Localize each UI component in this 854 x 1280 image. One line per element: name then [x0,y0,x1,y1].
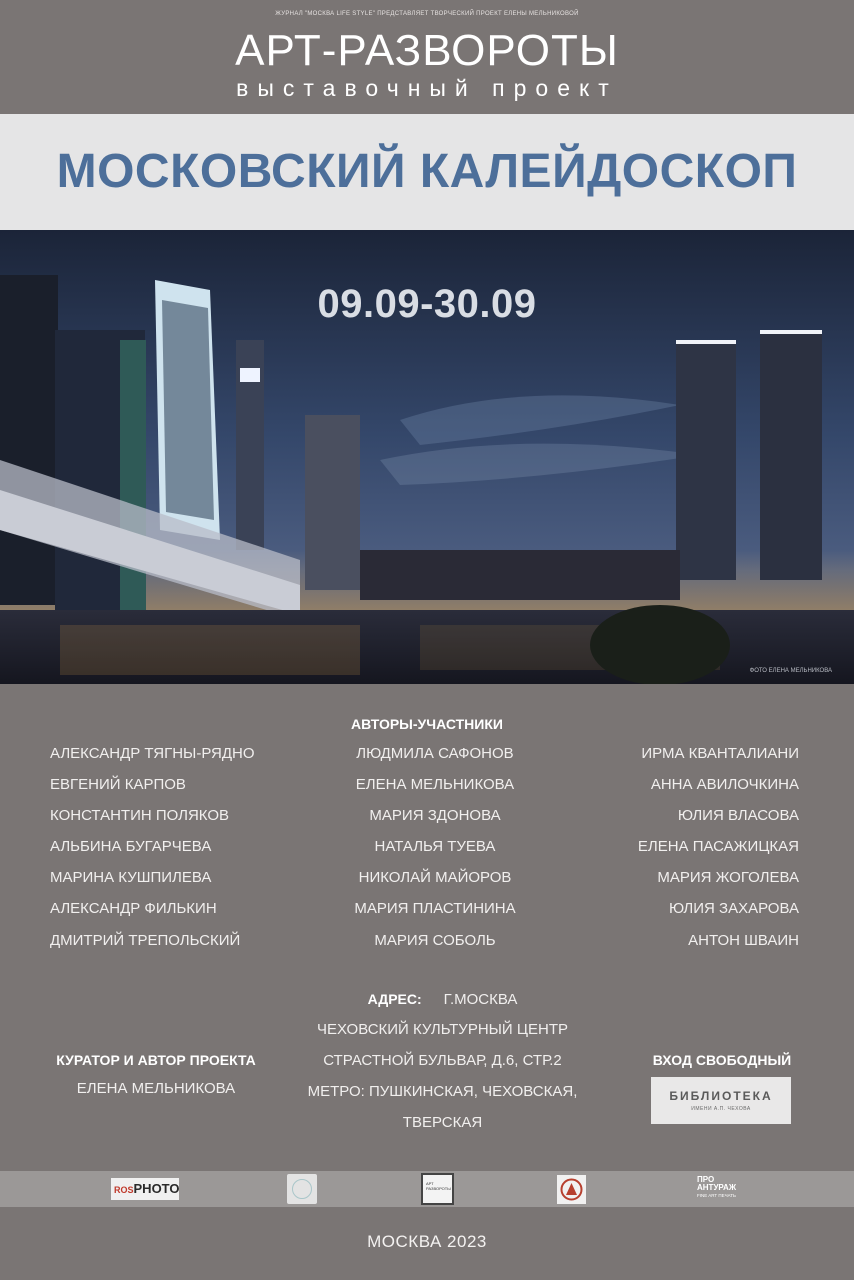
photo-credit: ФОТО ЕЛЕНА МЕЛЬНИКОВА [749,668,832,674]
authors-column-left [50,744,255,962]
address-street: СТРАСТНОЙ БУЛЬВАР, Д.6, СТР.2 [323,1052,562,1069]
library-logo [651,1077,791,1124]
tagline: ЖУРНАЛ "МОСКВА LIFE STYLE" ПРЕДСТАВЛЯЕТ ТВОРЧЕСКИЙ ПРОЕКТ ЕЛЕНЫ МЕЛЬНИКОВОЙ [275,11,579,17]
author-name: МАРИЯ ЗДОНОВА [369,807,501,825]
rosphoto-logo: ROSPHOTO [111,1178,179,1200]
authors-heading: АВТОРЫ-УЧАСТНИКИ [351,716,503,732]
author-name: ЮЛИЯ ВЛАСОВА [677,807,799,825]
author-name: АНТОН ШВАИН [688,931,799,949]
art-razvoroty-logo: АРТ РАЗВОРОТЫ [421,1173,454,1205]
curator-label: КУРАТОР И АВТОР ПРОЕКТА [56,1052,256,1068]
author-name: ЮЛИЯ ЗАХАРОВА [668,900,799,918]
author-name: МАРИЯ ЖОГОЛЕВА [657,869,799,887]
city-photo [0,230,854,684]
pro-anturazh-logo: ПРО АНТУРАЖ FINE ART ПЕЧАТЬ [697,1175,737,1198]
address-block [280,988,605,1143]
authors-column-middle [300,744,570,962]
curator-block [40,1052,272,1097]
author-name: ЕЛЕНА МЕЛЬНИКОВА [355,776,515,794]
address-city: Г.МОСКВА [443,991,518,1008]
author-name: АННА АВИЛОЧКИНА [650,776,799,794]
author-name: АЛЬБИНА БУГАРЧЕВА [50,838,212,856]
circle-partner-logo [287,1174,317,1204]
author-name: НИКОЛАЙ МАЙОРОВ [358,869,512,887]
author-name: ЕЛЕНА ПАСАЖИЦКАЯ [637,838,799,856]
museum-partner-logo [557,1175,586,1204]
header [0,0,854,114]
entry-block [622,1052,822,1068]
curator-name: ЕЛЕНА МЕЛЬНИКОВА [76,1080,236,1097]
library-subtitle: ИМЕНИ А.П. ЧЕХОВА [691,1106,751,1112]
author-name: МАРИЯ СОБОЛЬ [374,931,496,949]
library-name: БИБЛИОТЕКА [669,1089,773,1103]
authors-column-right [638,744,799,962]
author-name: КОНСТАНТИН ПОЛЯКОВ [50,807,230,825]
author-name: ДМИТРИЙ ТРЕПОЛЬСКИЙ [50,931,241,949]
footer-city-year: МОСКВА 2023 [367,1232,487,1251]
author-name: МАРИЯ ПЛАСТИНИНА [354,900,516,918]
author-name: ЕВГЕНИЙ КАРПОВ [50,776,186,794]
entry-label: ВХОД СВОБОДНЫЙ [652,1052,792,1068]
author-name: АЛЕКСАНДР ФИЛЬКИН [50,900,217,918]
author-name: АЛЕКСАНДР ТЯГНЫ-РЯДНО [50,745,255,762]
brand-title: АРТ-РАЗВОРОТЫ [235,26,619,75]
address-venue: ЧЕХОВСКИЙ КУЛЬТУРНЫЙ ЦЕНТР [317,1021,568,1038]
author-name: ИРМА КВАНТАЛИАНИ [641,745,799,762]
author-name: НАТАЛЬЯ ТУЕВА [374,838,496,856]
museum-logo-icon [557,1175,586,1204]
partners-strip [0,1171,854,1207]
address-label: АДРЕС: [367,991,422,1007]
author-name: ЛЮДМИЛА САФОНОВ [356,745,514,762]
exhibition-dates: 09.09-30.09 [317,282,537,326]
address-metro-cont: ТВЕРСКАЯ [402,1114,483,1131]
brand-subtitle: выставочный проект [236,75,618,101]
title-band [0,114,854,230]
author-name: МАРИНА КУШПИЛЕВА [50,869,212,887]
exhibition-title: МОСКОВСКИЙ КАЛЕЙДОСКОП [56,145,798,198]
address-metro: МЕТРО: ПУШКИНСКАЯ, ЧЕХОВСКАЯ, [307,1083,578,1100]
